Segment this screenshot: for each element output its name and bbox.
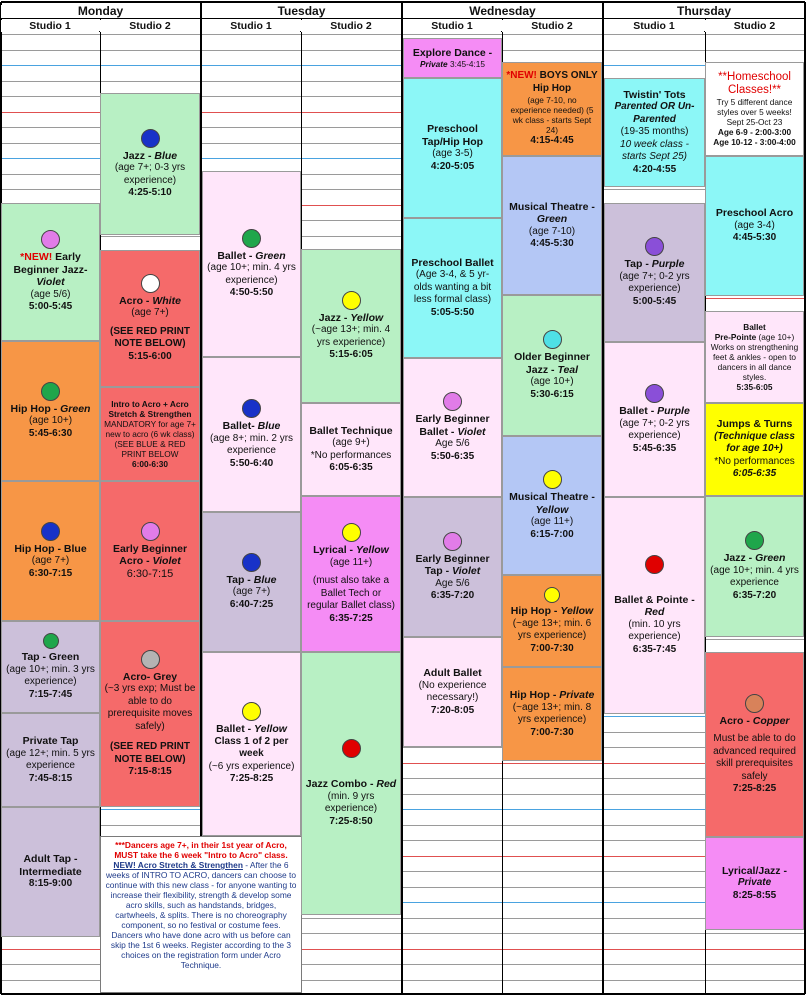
class-level: Parented OR Un-Parented	[614, 101, 695, 125]
class-time: 7:25-8:25	[732, 783, 777, 794]
class-time: 6:15-7:00	[530, 528, 574, 540]
class-time: 6:30-7:15	[126, 567, 174, 580]
class-info: (age 3-5)	[432, 148, 473, 159]
class-title: Jazz Combo -	[305, 778, 377, 790]
class-info: (age 7+)	[232, 586, 271, 598]
class-level: Private	[737, 877, 772, 889]
class-info: (age 5/6)	[30, 288, 71, 300]
studio-header: Studio 1	[604, 20, 704, 32]
class-block[interactable]	[705, 652, 804, 837]
class-title: Tap -	[226, 573, 254, 586]
class-title: Musical Theatre -	[509, 491, 595, 503]
class-level: Red	[376, 778, 397, 790]
class-level: White	[152, 294, 181, 307]
class-time: 5:05-5:50	[430, 306, 475, 318]
class-time: 7:15-7:45	[28, 688, 73, 700]
class-title: Ballet -	[619, 405, 658, 417]
class-level: (Technique class for age 10+)	[714, 430, 795, 455]
class-time: 7:25-8:50	[329, 815, 373, 827]
class-time: Age 6-9 - 2:00-3:00	[717, 127, 792, 137]
studio-header: Studio 2	[301, 20, 401, 32]
class-level: Teal	[557, 363, 579, 376]
class-level: Violet	[152, 555, 181, 568]
class-info: (age 12+; min. 5 yrs experience	[6, 747, 95, 771]
class-block[interactable]	[100, 481, 200, 621]
class-info: (age 7+)	[131, 307, 169, 319]
class-title: Preschool Tap/Hip Hop	[421, 123, 484, 148]
color-dot	[342, 739, 361, 758]
class-block[interactable]	[1, 203, 100, 341]
class-block[interactable]	[502, 575, 602, 667]
class-info: (age 10+)	[758, 332, 795, 342]
class-time: 5:35-6:05	[736, 382, 773, 392]
class-title: Adult Ballet	[423, 667, 482, 679]
color-dot	[645, 237, 664, 256]
color-dot	[141, 129, 160, 148]
class-block[interactable]	[1, 341, 100, 481]
class-time: 6:35-7:25	[329, 612, 373, 624]
color-dot	[543, 330, 562, 349]
class-level: Green	[755, 552, 786, 564]
class-time: 5:50-6:40	[229, 457, 274, 469]
class-info: (~age 13+; min. 6 yrs experience)	[512, 617, 592, 641]
class-info: (No experience necessary!)	[418, 679, 487, 703]
class-time: 4:45-5:30	[732, 232, 777, 244]
class-time: 7:25-8:25	[229, 773, 274, 785]
color-dot	[543, 470, 562, 489]
class-note: 10 week class - starts Sept 25)	[620, 138, 689, 163]
class-time: 3:45-4:15	[449, 59, 486, 70]
color-dot	[645, 384, 664, 403]
class-title: Twistin' Tots	[623, 88, 686, 101]
class-time: 4:20-4:55	[632, 163, 677, 175]
class-block[interactable]	[202, 512, 301, 652]
class-info: (age 11+)	[329, 556, 373, 568]
class-title: Intro to Acro + Acro Stretch & Strengthen	[108, 399, 192, 419]
studio-header: Studio 2	[502, 20, 602, 32]
class-level: Violet	[36, 276, 65, 289]
color-dot	[242, 553, 261, 572]
class-block[interactable]	[705, 496, 804, 637]
color-dot	[745, 531, 764, 550]
class-info: (~age 13+; min. 8 yrs experience)	[512, 701, 592, 725]
class-block[interactable]	[1, 713, 100, 807]
color-dot	[141, 522, 160, 541]
color-dot	[544, 587, 560, 603]
color-dot	[41, 382, 60, 401]
class-block[interactable]	[100, 250, 200, 387]
class-info: Age 5/6	[435, 438, 470, 449]
class-note: *No performances	[714, 455, 795, 467]
class-info: (min. 10 yrs experience)	[628, 618, 681, 643]
class-block[interactable]	[301, 403, 401, 496]
class-time: 4:15-4:45	[530, 135, 574, 147]
class-level: Violet	[457, 425, 486, 438]
class-block[interactable]	[301, 496, 401, 652]
class-block[interactable]	[403, 497, 502, 637]
class-block[interactable]	[403, 38, 502, 78]
class-title: Hip Hop -	[510, 605, 561, 617]
color-dot	[242, 229, 261, 248]
class-level: Blue	[154, 149, 178, 162]
class-info: (age 11+)	[530, 516, 574, 527]
class-title: Musical Theatre -	[509, 200, 595, 213]
class-time: Age 10-12 - 3:00-4:00	[713, 137, 796, 147]
class-note: (SEE RED PRINT NOTE BELOW)	[109, 325, 190, 350]
class-level: Private	[419, 59, 448, 70]
color-dot	[242, 702, 261, 721]
class-time: 5:30-6:15	[530, 388, 574, 400]
class-title: Jazz -	[723, 552, 756, 564]
class-block[interactable]	[502, 156, 602, 295]
class-title: Early Beginner Jazz-	[13, 251, 88, 276]
class-info: (age 8+; min. 2 yrs experience	[209, 432, 294, 456]
class-title: Ballet-	[222, 420, 258, 432]
class-time: 7:15-8:15	[128, 766, 172, 777]
class-title: Acro -	[119, 294, 153, 307]
class-title: Lyrical -	[313, 544, 356, 556]
class-info: (min. 9 yrs experience)	[324, 790, 378, 814]
acro-note-heading: NEW! Acro Stretch & Strengthen	[113, 860, 243, 870]
color-dot	[141, 274, 160, 293]
class-info: (19-35 months)	[620, 126, 689, 138]
class-level: Blue	[257, 420, 281, 432]
class-block[interactable]	[705, 311, 804, 403]
class-title: Tap - Green	[21, 651, 80, 663]
class-time: 4:50-5:50	[229, 287, 274, 298]
new-tag: *NEW!	[506, 70, 540, 82]
class-note: (SEE RED PRINT NOTE BELOW)	[109, 741, 190, 765]
class-time: 5:00-5:45	[632, 295, 677, 307]
class-title: Jumps & Turns	[716, 418, 793, 431]
class-level: Violet	[452, 565, 481, 577]
class-block[interactable]	[403, 637, 502, 747]
class-block[interactable]	[604, 497, 705, 714]
class-title: Ballet -	[216, 723, 255, 736]
class-info: (age 7+)	[31, 555, 70, 567]
class-title: BOYS ONLY Hip Hop	[532, 70, 598, 94]
class-info: (age 10+)	[530, 376, 574, 387]
class-block[interactable]	[502, 62, 602, 156]
studio-header: Studio 2	[705, 20, 804, 32]
class-level: Yellow	[350, 311, 384, 324]
class-block[interactable]	[604, 203, 705, 342]
class-block[interactable]	[403, 358, 502, 497]
class-block[interactable]	[705, 62, 804, 156]
class-title: Acro- Grey	[122, 670, 178, 683]
class-level: Yellow	[355, 544, 389, 556]
color-dot	[342, 291, 361, 310]
class-level: Purple	[651, 258, 685, 270]
class-time: 7:20-8:05	[430, 704, 475, 716]
class-info: Try 5 different dance styles over 5 weeks! Sept 25-Oct 23	[716, 97, 793, 127]
class-info: (age 9+)	[332, 437, 370, 448]
class-block[interactable]	[100, 621, 200, 807]
class-time: 5:15-6:00	[128, 350, 172, 362]
class-block[interactable]	[301, 652, 401, 915]
color-dot	[645, 555, 664, 574]
class-block[interactable]	[202, 171, 301, 357]
class-block[interactable]	[100, 93, 200, 235]
studio-header: Studio 2	[100, 20, 200, 32]
class-level: Yellow	[535, 503, 569, 516]
class-info: (age 10+; min. 3 yrs experience)	[6, 663, 95, 687]
class-info: MANDATORY for age 7+ new to acro (6 wk class) (SEE BLUE & RED PRINT BELOW	[104, 419, 196, 459]
studio-header: Studio 1	[202, 20, 300, 32]
color-dot	[41, 522, 60, 541]
class-level: Green	[255, 249, 286, 262]
class-block[interactable]	[604, 342, 705, 497]
class-title: Hip Hop -	[10, 402, 61, 415]
class-time: 6:05-6:35	[329, 462, 373, 473]
class-time: 5:00-5:45	[28, 301, 73, 313]
class-title: Ballet -	[217, 249, 256, 262]
class-level: Red	[644, 606, 665, 619]
studio-header: Studio 1	[1, 20, 99, 32]
class-title: Explore Dance -	[412, 46, 493, 59]
class-level: Green	[60, 402, 91, 415]
class-title: Hip Hop - Blue	[14, 542, 87, 555]
class-info: (~3 yrs exp; Must be able to do prerequisite moves safely)	[104, 683, 196, 732]
class-note: *No performances	[310, 449, 392, 461]
class-time: 5:50-6:35	[430, 450, 475, 462]
class-block[interactable]	[705, 156, 804, 296]
class-level: Yellow	[254, 723, 287, 736]
class-time: 6:35-7:20	[732, 589, 777, 601]
class-block[interactable]	[1, 621, 100, 713]
class-title: Preschool Ballet	[411, 256, 494, 269]
class-level: Purple	[657, 405, 690, 417]
class-title: Ballet & Pointe -	[614, 593, 695, 606]
class-info: (age 7-10, no experience needed) (5 wk class - starts Sept 24)	[510, 95, 594, 136]
class-block[interactable]	[502, 295, 602, 436]
day-header-monday: Monday	[1, 5, 200, 18]
class-block[interactable]	[502, 667, 602, 761]
class-title: Ballet Technique	[309, 424, 393, 437]
class-info: (~6 yrs experience)	[208, 760, 295, 772]
class-title: Early Beginner Acro -	[112, 542, 188, 568]
class-time: 7:00-7:30	[530, 726, 574, 738]
class-title: Early Beginner Tap -	[415, 552, 490, 577]
acro-note-warning: ***Dancers age 7+, in their 1st year of Acro, MUST take the 6 week "Intro to Acro" class.	[114, 840, 288, 860]
color-dot	[342, 523, 361, 542]
class-title: Private Tap	[22, 735, 79, 747]
class-info: Age 5/6	[435, 577, 470, 589]
class-block[interactable]	[1, 481, 100, 621]
class-time: 7:45-8:15	[28, 772, 73, 784]
class-info: (age 7+; 0-2 yrs experience)	[619, 417, 690, 441]
class-time: 6:35-7:20	[430, 590, 475, 601]
class-block[interactable]	[604, 78, 705, 187]
class-title: Tap -	[624, 258, 652, 270]
class-time: 5:15-6:05	[329, 349, 373, 360]
class-title: Jazz -	[122, 149, 155, 162]
class-time: 8:25-8:55	[732, 889, 777, 901]
class-title: Pre-Pointe	[714, 332, 757, 342]
class-info: Class 1 of 2 per week	[214, 735, 289, 760]
class-info: (age 7-10)	[528, 225, 576, 237]
class-title: Early Beginner Ballet -	[415, 413, 490, 438]
color-dot	[443, 392, 462, 411]
class-time: 4:20-5:05	[430, 160, 475, 172]
class-time: 4:25-5:10	[128, 187, 172, 198]
class-info: (age 3-4)	[734, 219, 775, 231]
class-title: Jazz -	[318, 311, 351, 324]
class-time: 5:45-6:35	[632, 442, 677, 454]
color-dot	[43, 633, 59, 649]
class-block[interactable]	[403, 78, 502, 218]
new-tag: *NEW!	[20, 251, 56, 264]
class-level: Private	[559, 689, 595, 701]
class-time: 6:30-7:15	[28, 567, 73, 579]
class-level: Copper	[752, 714, 790, 727]
class-block[interactable]	[202, 652, 301, 836]
class-info: (age 7+; 0-3 yrs experience)	[114, 162, 186, 186]
color-dot	[141, 650, 160, 669]
class-block[interactable]	[1, 807, 100, 937]
class-block[interactable]	[705, 837, 804, 930]
acro-note	[100, 836, 302, 993]
class-title: Older Beginner Jazz -	[514, 351, 590, 376]
class-title: Lyrical/Jazz -	[722, 864, 787, 877]
color-dot	[443, 532, 462, 551]
class-level: Yellow	[560, 605, 594, 617]
class-time: 7:00-7:30	[530, 642, 574, 654]
class-time: 6:05-6:35	[732, 468, 777, 480]
day-header-thursday: Thursday	[604, 5, 804, 18]
class-block[interactable]	[301, 249, 401, 403]
day-header-wednesday: Wednesday	[403, 5, 602, 18]
class-info: (age 10+; min. 4 yrs experience)	[207, 262, 296, 286]
class-info: Must be able to do advanced required skill prerequisites safely	[713, 733, 796, 782]
class-block[interactable]	[403, 218, 502, 358]
class-info: (age 10+)	[28, 415, 73, 427]
class-info: Works on strengthening feet & ankles - open to dancers in all dance styles.	[710, 342, 799, 382]
class-title: Acro -	[719, 714, 753, 727]
class-title: Ballet	[743, 322, 766, 332]
class-title: Preschool Acro	[715, 207, 794, 220]
class-note: (must also take a Ballet Tech or regular Ballet class)	[307, 575, 395, 611]
color-dot	[242, 399, 261, 418]
class-level: Green	[536, 213, 568, 225]
class-title: Adult Tap - Intermediate	[19, 853, 82, 878]
class-time: 6:40-7:25	[229, 598, 274, 610]
class-info: (age 10+; min. 4 yrs experience	[710, 564, 799, 588]
class-info: (Age 3-4, & 5 yr-olds wanting a bit less formal class)	[413, 269, 492, 306]
class-block[interactable]	[100, 387, 200, 481]
day-header-tuesday: Tuesday	[202, 5, 401, 18]
class-title: **Homeschool Classes!**	[718, 71, 791, 96]
class-time: 6:00-6:30	[132, 459, 168, 469]
class-info: (age 7+; 0-2 yrs experience)	[619, 270, 690, 294]
class-info: (~age 13+; min. 4 yrs experience)	[311, 324, 391, 348]
studio-header: Studio 1	[403, 20, 501, 32]
class-level: Blue	[253, 573, 277, 586]
class-block[interactable]	[502, 436, 602, 575]
class-block[interactable]	[705, 403, 804, 496]
class-title: Hip Hop -	[509, 689, 560, 701]
class-time: 6:35-7:45	[632, 643, 677, 655]
acro-note-body: - After the 6 weeks of INTRO TO ACRO, dancers can choose to continue with this new class - for anyone wanting to increase their flexibility, strength & develop some acro skills, such as handstands, bridges, cartwheels, & splits. There is no choreography component, so no festival or costume fees. Dancers who have done acro with us before can skip the 1st 6 weeks. Register according to the 3 choices on the registration form under Acro Technique.	[105, 860, 297, 970]
color-dot	[41, 230, 60, 249]
class-block[interactable]	[202, 357, 301, 512]
color-dot	[745, 694, 764, 713]
class-time: 8:15-9:00	[28, 878, 73, 890]
class-time: 5:45-6:30	[28, 427, 73, 439]
class-time: 4:45-5:30	[530, 238, 574, 249]
